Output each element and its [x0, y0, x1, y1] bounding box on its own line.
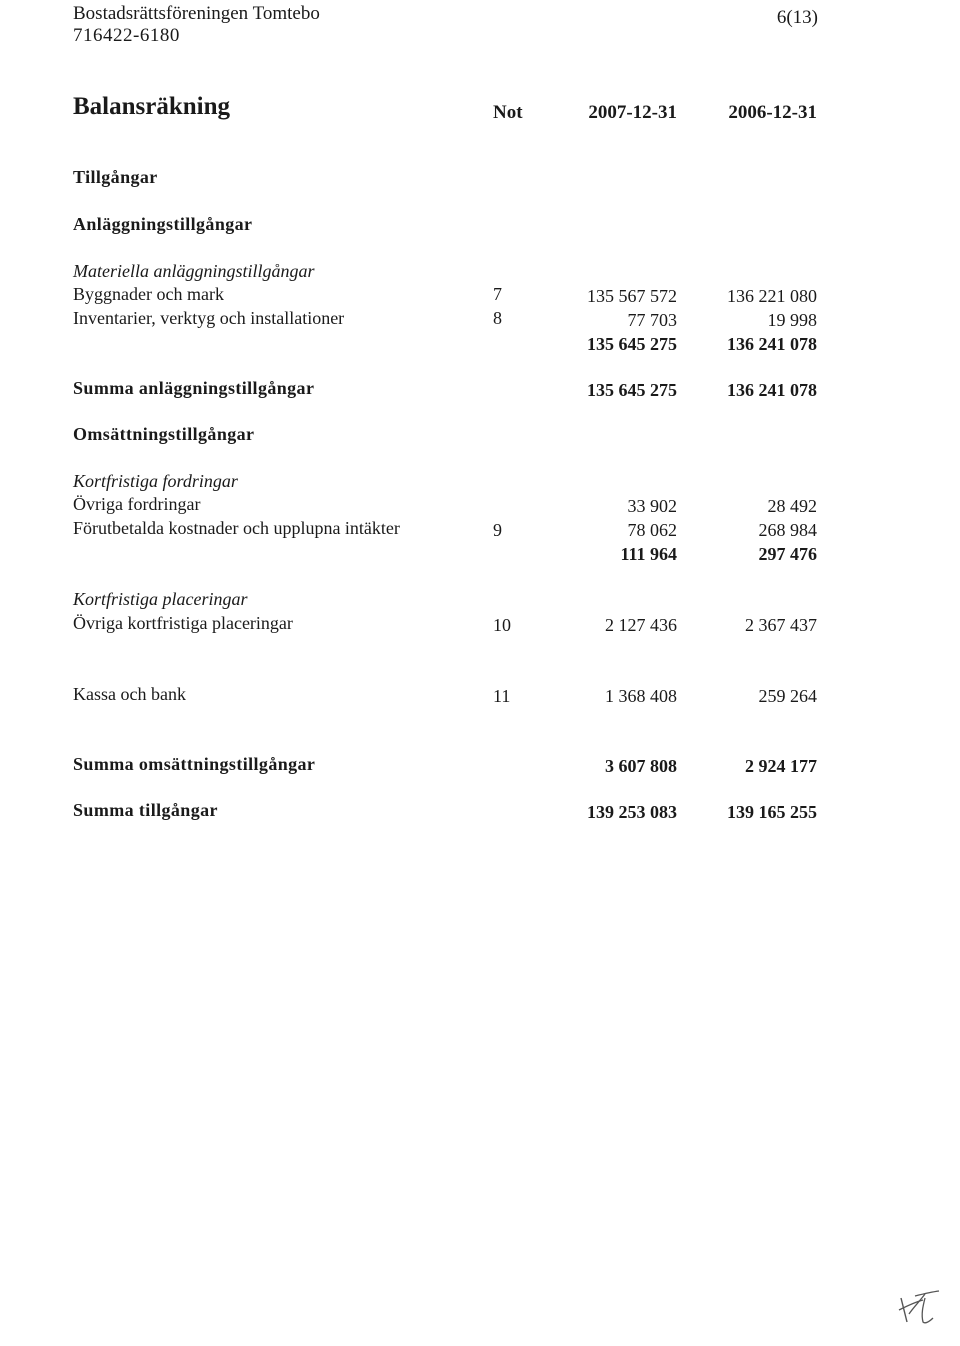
row-note: 7 [493, 284, 502, 304]
subtotal-current-value: 111 964 [620, 544, 677, 564]
row-label: Övriga fordringar [73, 494, 201, 514]
fixed-assets-heading: Anläggningstillgångar [73, 214, 253, 234]
receivables-subheading: Kortfristiga fordringar [73, 471, 238, 491]
row-previous-value: 268 984 [758, 520, 817, 540]
cash-note: 11 [493, 686, 511, 706]
fixed-assets-total-previous: 136 241 078 [727, 380, 817, 400]
row-note: 9 [493, 520, 502, 540]
handwritten-initials-signature [895, 1288, 943, 1335]
row-label: Byggnader och mark [73, 284, 224, 304]
current-assets-total-previous: 2 924 177 [745, 756, 817, 776]
row-current-value: 2 127 436 [605, 615, 677, 635]
subtotal-previous-value: 136 241 078 [727, 334, 817, 354]
row-label: Övriga kortfristiga placeringar [73, 613, 293, 633]
row-note: 8 [493, 308, 502, 328]
row-previous-value: 136 221 080 [727, 286, 817, 306]
grand-total-previous: 139 165 255 [727, 802, 817, 822]
row-label: Förutbetalda kostnader och upplupna intäkter [73, 518, 400, 538]
row-previous-value: 2 367 437 [745, 615, 817, 635]
previous-year-header: 2006-12-31 [728, 102, 817, 123]
row-current-value: 77 703 [627, 310, 677, 330]
investments-subheading: Kortfristiga placeringar [73, 589, 248, 609]
cash-label: Kassa och bank [73, 684, 186, 704]
row-current-value: 135 567 572 [587, 286, 677, 306]
row-previous-value: 19 998 [767, 310, 817, 330]
grand-total-current: 139 253 083 [587, 802, 677, 822]
subtotal-current-value: 135 645 275 [587, 334, 677, 354]
statement-title: Balansräkning [73, 93, 231, 120]
fixed-assets-total-current: 135 645 275 [587, 380, 677, 400]
tangible-assets-subheading: Materiella anläggningstillgångar [73, 261, 315, 281]
cash-current-value: 1 368 408 [605, 686, 677, 706]
note-column-header: Not [493, 102, 523, 123]
current-assets-total-label: Summa omsättningstillgångar [73, 754, 316, 774]
page-number: 6(13) [776, 7, 818, 28]
grand-total-label: Summa tillgångar [73, 800, 218, 820]
cash-previous-value: 259 264 [758, 686, 817, 706]
subtotal-previous-value: 297 476 [758, 544, 817, 564]
fixed-assets-total-label: Summa anläggningstillgångar [73, 378, 315, 398]
current-assets-heading: Omsättningstillgångar [73, 424, 255, 444]
organization-number: 716422-6180 [73, 25, 180, 46]
row-current-value: 78 062 [627, 520, 677, 540]
current-assets-total-current: 3 607 808 [605, 756, 677, 776]
row-note: 10 [493, 615, 511, 635]
current-year-header: 2007-12-31 [588, 102, 677, 123]
row-previous-value: 28 492 [767, 496, 817, 516]
row-label: Inventarier, verktyg och installationer [73, 308, 345, 328]
assets-heading: Tillgångar [73, 167, 158, 187]
organization-name: Bostadsrättsföreningen Tomtebo [73, 3, 320, 24]
row-current-value: 33 902 [627, 496, 677, 516]
